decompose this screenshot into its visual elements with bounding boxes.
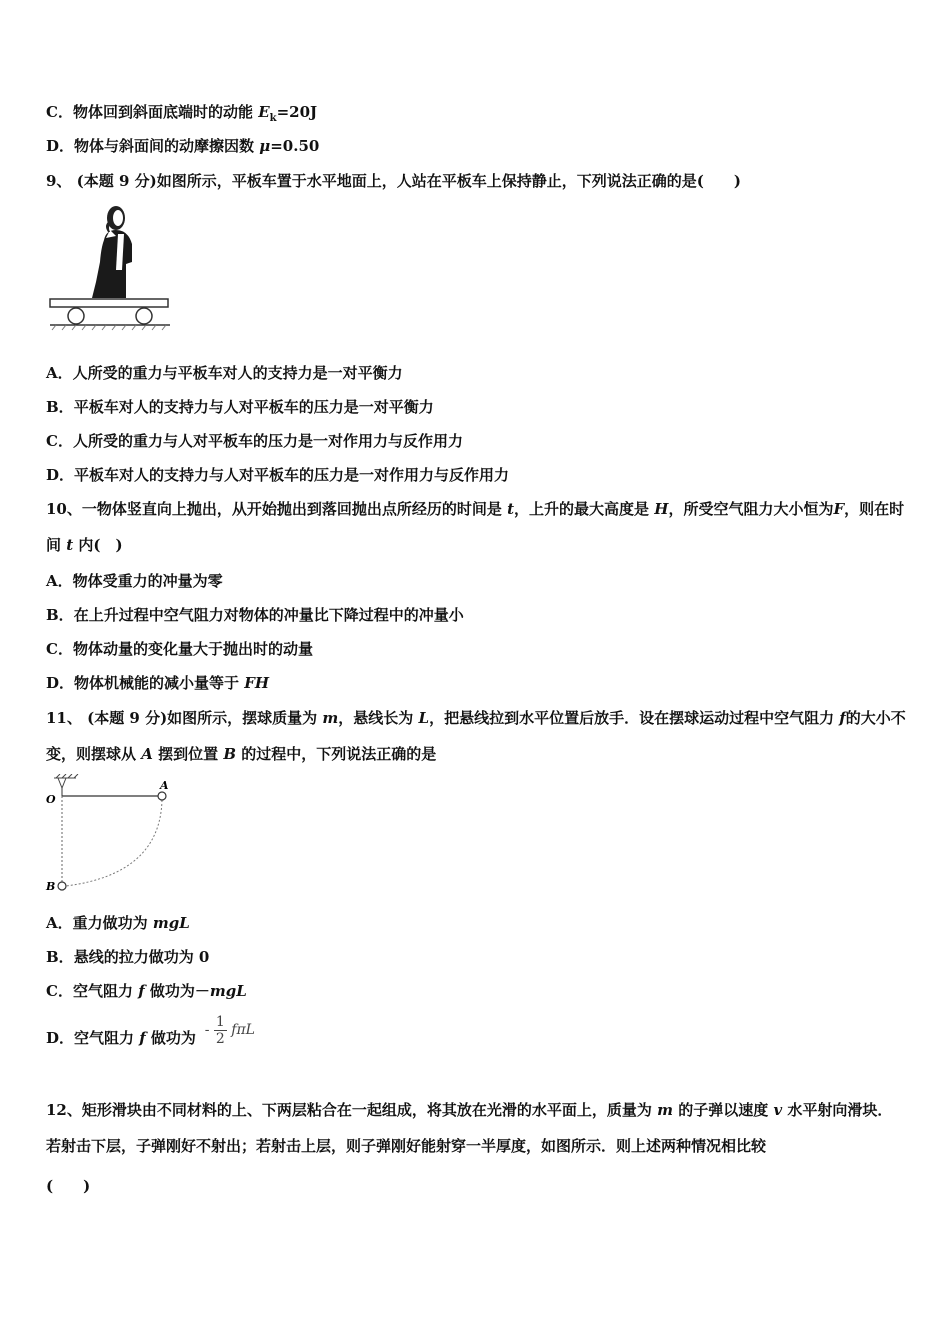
person-icon [92, 206, 132, 298]
q12-answer-blank: ( ) [46, 1177, 91, 1195]
q10-option-c: C．物体动量的变化量大于抛出时的动量 [46, 640, 313, 658]
q9-option-c: C．人所受的重力与人对平板车的压力是一对作用力与反作用力 [46, 432, 463, 450]
q9-option-a: A．人所受的重力与平板车对人的支持力是一对平衡力 [46, 364, 403, 382]
q11-stem: 11、 (本题 9 分)如图所示，摆球质量为 m，悬线长为 L，把悬线拉到水平位置后放手．设在摆球运动过程中空气阻力 f的大小不变，则摆球从 A 摆到位置 B 的过程中，下列说法正确的是 [46, 709, 906, 763]
label-b: B [46, 880, 56, 893]
ball-at-a [158, 792, 166, 800]
q11-option-b: B．悬线的拉力做功为 0 [46, 948, 210, 966]
q9-option-b: B．平板车对人的支持力与人对平板车的压力是一对平衡力 [46, 398, 434, 416]
q11-option-a: A．重力做功为 mgL [46, 914, 190, 932]
q10-option-b: B．在上升过程中空气阻力对物体的冲量比下降过程中的冲量小 [46, 606, 464, 624]
q11-option-c: C．空气阻力 f 做功为－mgL [46, 982, 247, 1000]
q10-option-d: D．物体机械能的减小量等于 FH [46, 674, 270, 692]
swing-arc [66, 800, 162, 886]
q8-option-d: D．物体与斜面间的动摩擦因数 μ=0.50 [46, 137, 320, 155]
cart-person-figure [46, 200, 176, 332]
q8-option-c: C．物体回到斜面底端时的动能 $E_k=20J$ [46, 103, 318, 124]
q10-stem: 10、一物体竖直向上抛出，从开始抛出到落回抛出点所经历的时间是 t，上升的最大高度是 H，所受空气阻力大小恒为F，则在时间 t 内( ) [46, 500, 905, 554]
q11-option-d: D．空气阻力 f 做功为 - $\frac{1}{2}$ fπL [46, 1016, 255, 1059]
cart-icon [50, 299, 170, 330]
q9-stem: 9、 (本题 9 分)如图所示，平板车置于水平地面上，人站在平板车上保持静止，下列说法正确的是( ) [46, 172, 741, 190]
label-o: O [46, 793, 56, 806]
ball-at-b [58, 882, 66, 890]
q12-stem: 12、矩形滑块由不同材料的上、下两层粘合在一起组成，将其放在光滑的水平面上，质量为 m 的子弹以速度 v 水平射向滑块．若射击下层，子弹刚好不射出；若射击上层，则子弹刚好能射穿一半厚度，如图所示．则上述两种情况相比较 [46, 1101, 893, 1155]
q10-option-a: A．物体受重力的冲量为零 [46, 572, 223, 590]
pendulum-figure [42, 774, 182, 898]
q9-option-d: D．平板车对人的支持力与人对平板车的压力是一对作用力与反作用力 [46, 466, 510, 484]
formula: - $\frac{1}{2}$ fπL [204, 1013, 255, 1047]
label-a: A [160, 779, 169, 792]
